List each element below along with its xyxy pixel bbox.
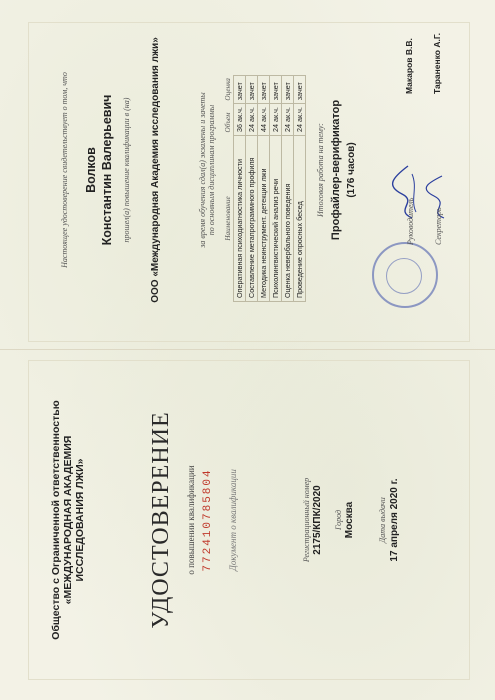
round-seal: [372, 242, 438, 308]
header-grade: Оценка: [223, 78, 232, 101]
issue-date-label: Дата выдачи: [378, 497, 387, 543]
head-label: Руководитель: [406, 197, 415, 245]
document-title: УДОСТОВЕРЕНИЕ: [148, 411, 174, 629]
course-volume: 44 ак.ч.: [258, 104, 270, 136]
course-grade: зачет: [270, 75, 282, 104]
table-row: [234, 75, 246, 301]
final-work-title: Профайлер-верификатор: [330, 99, 342, 241]
head-name: Макаров В.В.: [404, 38, 414, 94]
final-work-label: Итоговая работа на тему:: [316, 123, 325, 217]
table-row: [246, 75, 258, 301]
course-name: Оценка невербального поведения: [282, 136, 294, 302]
course-name: Проведение опросных бесед: [294, 136, 306, 302]
issuer-line-1: Общество с Ограниченной ответственностью: [50, 400, 62, 640]
exams-text-2: по основным дисциплинам программы: [207, 104, 216, 236]
courses-table: [222, 75, 306, 302]
table-row: [294, 75, 306, 301]
city-label: Город: [334, 509, 343, 531]
course-name: Методика неинструмент. детекции лжи: [258, 136, 270, 302]
issuer-organization: [50, 370, 86, 670]
course-name: Оперативная психодиагностика личности: [234, 136, 246, 302]
reg-number: 2175/КПК/2020: [312, 485, 323, 555]
issuer-line-3: ИССЛЕДОВАНИЯ ЛЖИ»: [74, 458, 86, 582]
course-grade: зачет: [258, 75, 270, 104]
serial-number: 772410785804: [202, 468, 214, 572]
course-grade: зачет: [294, 75, 306, 104]
courses-header: [222, 75, 234, 301]
city: Москва: [344, 501, 355, 539]
course-grade: зачет: [246, 75, 258, 104]
secretary-label: Секретарь: [434, 207, 443, 245]
reg-number-label: Регистрационный номер: [302, 477, 311, 563]
course-name: Составление метапрограммного профиля: [246, 136, 258, 302]
issue-date: 17 апреля 2020 г.: [389, 478, 400, 562]
issuer-line-2: «МЕЖДУНАРОДНАЯ АКАДЕМИЯ: [62, 435, 74, 605]
table-row: [258, 75, 270, 301]
training-organization: ООО «Международная Академия исследования лжи»: [150, 37, 161, 303]
course-grade: зачет: [282, 75, 294, 104]
holder-given-names: Константин Валерьевич: [100, 94, 114, 246]
header-name: Наименование: [223, 196, 232, 241]
document-type: Документ о квалификации: [228, 469, 238, 571]
passed-text: прошел(а) повышение квалификации в (на): [122, 97, 131, 243]
course-volume: 24 ак.ч.: [294, 104, 306, 136]
course-volume: 24 ак.ч.: [246, 104, 258, 136]
table-row: [270, 75, 282, 301]
course-volume: 24 ак.ч.: [282, 104, 294, 136]
course-volume: 36 ак.ч.: [234, 104, 246, 136]
table-row: [282, 75, 294, 301]
course-volume: 24 ак.ч.: [270, 104, 282, 136]
header-volume: Объем: [223, 112, 232, 133]
holder-surname: Волков: [84, 147, 98, 193]
document-subtitle: о повышении квалификации: [186, 465, 196, 575]
course-name: Психолингвистический анализ речи: [270, 136, 282, 302]
secretary-name: Тараненко А.Г.: [432, 33, 442, 94]
certifies-text: Настоящее удостоверение свидетельствует о том, что: [60, 72, 69, 268]
course-grade: зачет: [234, 75, 246, 104]
final-work-hours: (176 часов): [346, 142, 357, 198]
exams-text-1: за время обучения сдал(а) экзамены и зачеты: [198, 92, 207, 248]
